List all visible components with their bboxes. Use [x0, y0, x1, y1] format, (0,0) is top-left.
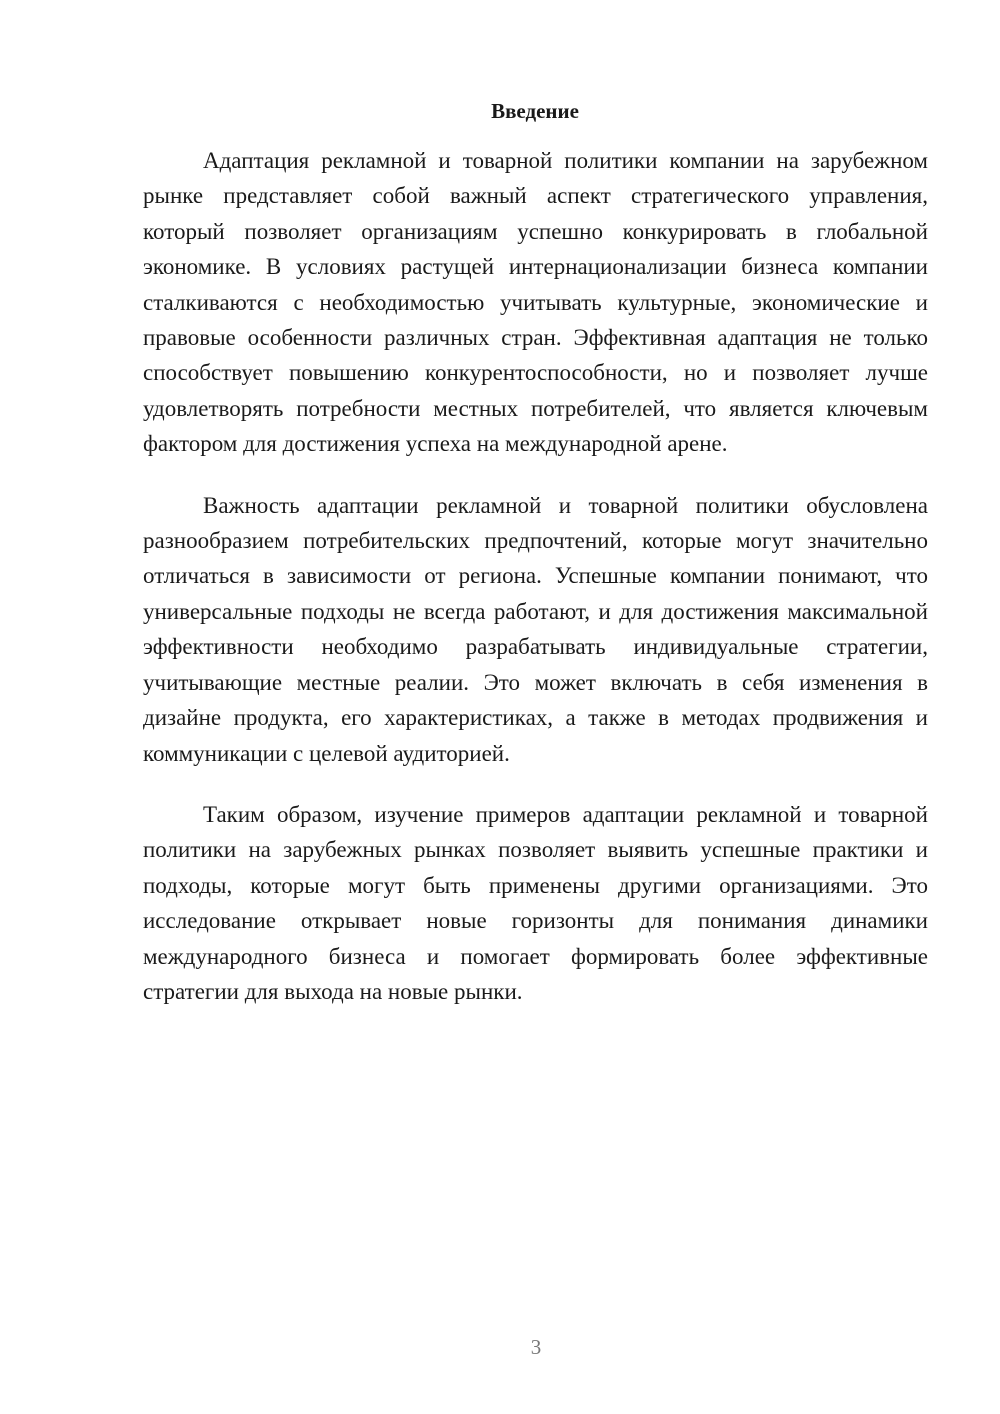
paragraph-1: Адаптация рекламной и товарной политики компании на зарубежном рынке представляет собой важный аспект стратегического управления, который позволяет организациям успешно конкурировать в глобальной экономике. В условиях растущей интернационализации бизнеса компании сталкиваются с необходимостью учитывать культурные, экономические и правовые особенности различных стран. Эффективная адаптация не только способствует повышению конкурентоспособности, но и позволяет лучше удовлетворять потребности местных потребителей, что является ключевым фактором для достижения успеха на международной арене.: [143, 148, 928, 457]
page-number: 3: [530, 1335, 542, 1359]
paragraph-3: Таким образом, изучение примеров адаптации рекламной и товарной политики на зарубежных рынках позволяет выявить успешные практики и подходы, которые могут быть применены другими организациями. Это исследование открывает новые горизонты для понимания динамики международного бизнеса и помогает формировать более эффективные стратегии для выхода на новые рынки.: [143, 801, 928, 1004]
section-heading: Введение: [491, 99, 579, 123]
body-text: [143, 143, 928, 1035]
paragraph-2: Важность адаптации рекламной и товарной политики обусловлена разнообразием потребительских предпочтений, которые могут значительно отличаться в зависимости от региона. Успешные компании понимают, что универсальные подходы не всегда работают, и для достижения максимальной эффективности необходимо разрабатывать индивидуальные стратегии, учитывающие местные реалии. Это может включать в себя изменения в дизайне продукта, его характеристиках, а также в методах продвижения и коммуникации с целевой аудиторией.: [143, 492, 928, 766]
